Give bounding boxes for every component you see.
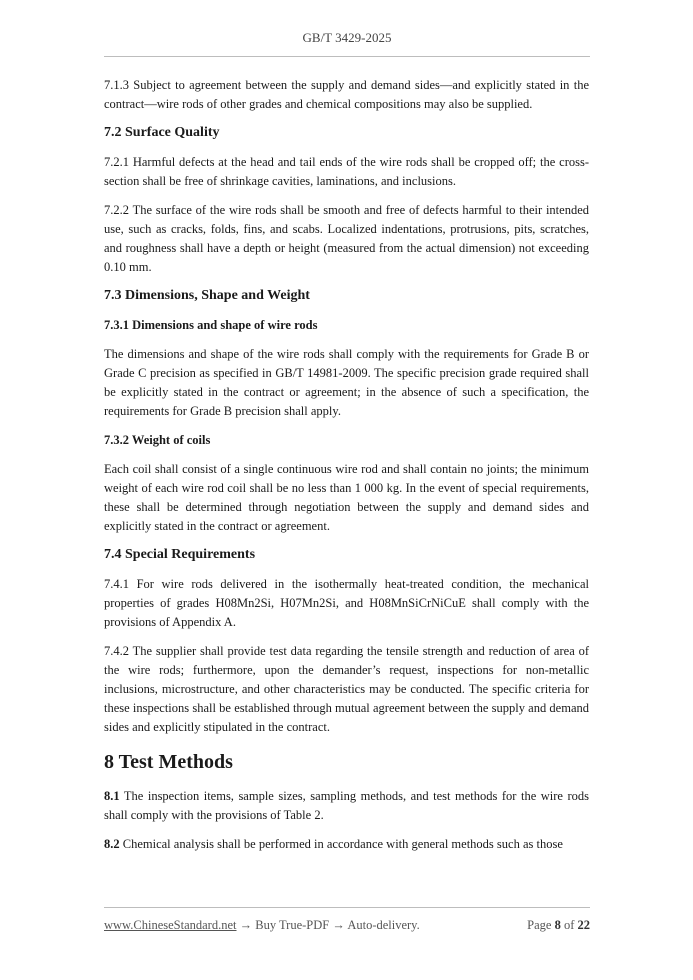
buy-text: Buy True-PDF <box>255 918 330 932</box>
clause-7-3-1: The dimensions and shape of the wire rods shall comply with the requirements for Grade B or Grade C precision as specified in GB/T 14981-2009. The specific precision grade required shall be explicitly stated in the contract or agreement; in the absence of such a specification, the requirements for Grade B precision shall apply. <box>104 347 589 418</box>
heading-8: 8 Test Methods <box>104 751 233 773</box>
clause-7-1-3: 7.1.3 Subject to agreement between the supply and demand sides—and explicitly stated in the contract—wire rods of other grades and chemical compositions may also be supplied. <box>104 78 589 111</box>
arrow-icon: → <box>329 918 348 932</box>
delivery-text: Auto-delivery. <box>347 918 420 932</box>
footer-divider <box>104 907 590 908</box>
header-divider <box>104 56 590 57</box>
total-pages: 22 <box>577 918 590 932</box>
clause-7-4-1: 7.4.1 For wire rods delivered in the isothermally heat-treated condition, the mechanical properties of grades H08Mn2Si, H07Mn2Si, and H08MnSiCrNiCuE shall comply with the provisions of Appendix A. <box>104 577 589 629</box>
site-link[interactable]: www.ChineseStandard.net <box>104 918 237 932</box>
clause-8-1-text: The inspection items, sample sizes, sampling methods, and test methods for the wire rods shall comply with the provisions of Table 2. <box>104 789 589 822</box>
heading-7-4: 7.4 Special Requirements <box>104 547 256 562</box>
clause-8-2 <box>104 835 589 854</box>
arrow-icon: → <box>236 918 256 932</box>
clause-7-4-2: 7.4.2 The supplier shall provide test data regarding the tensile strength and reduction of area of the wire rods; furthermore, upon the demander’s request, inspections for non-metallic inclusions, microstructure, and other characteristics may be conducted. The specific criteria for these inspections shall be established through mutual agreement between the supply and demand sides and explicitly stipulated in the contract. <box>104 644 589 734</box>
clause-8-1 <box>104 787 589 825</box>
clause-8-2-number: 8.2 <box>104 837 120 851</box>
clause-8-1-number: 8.1 <box>104 789 120 803</box>
page-indicator: Page 8 of 22 <box>527 918 590 932</box>
heading-7-3-1: 7.3.1 Dimensions and shape of wire rods <box>104 318 318 332</box>
footer-promo <box>104 918 420 933</box>
page-footer <box>104 918 590 933</box>
clause-7-2-1: 7.2.1 Harmful defects at the head and tail ends of the wire rods shall be cropped off; the cross-section shall be free of shrinkage cavities, laminations, and inclusions. <box>104 155 589 188</box>
current-page: 8 <box>554 918 561 932</box>
page-header: GB/T 3429-2025 <box>302 30 392 45</box>
clause-7-2-2: 7.2.2 The surface of the wire rods shall be smooth and free of defects harmful to their intended use, such as cracks, folds, fins, and scabs. Localized indentations, protrusions, pits, scratches, and roughness shall have a depth or height (measured from the actual dimension) not exceeding 0.10 mm. <box>104 203 589 274</box>
clause-7-3-2: Each coil shall consist of a single continuous wire rod and shall contain no joints; the minimum weight of each wire rod coil shall be no less than 1 000 kg. In the event of special requirements, these shall be determined through negotiation between the supply and demand sides and explicitly stated in the contract or agreement. <box>104 462 589 533</box>
heading-7-2: 7.2 Surface Quality <box>104 125 220 140</box>
heading-7-3: 7.3 Dimensions, Shape and Weight <box>104 288 310 303</box>
document-body <box>104 76 589 864</box>
clause-8-2-text: Chemical analysis shall be performed in accordance with general methods such as those <box>119 837 563 851</box>
heading-7-3-2: 7.3.2 Weight of coils <box>104 433 211 447</box>
